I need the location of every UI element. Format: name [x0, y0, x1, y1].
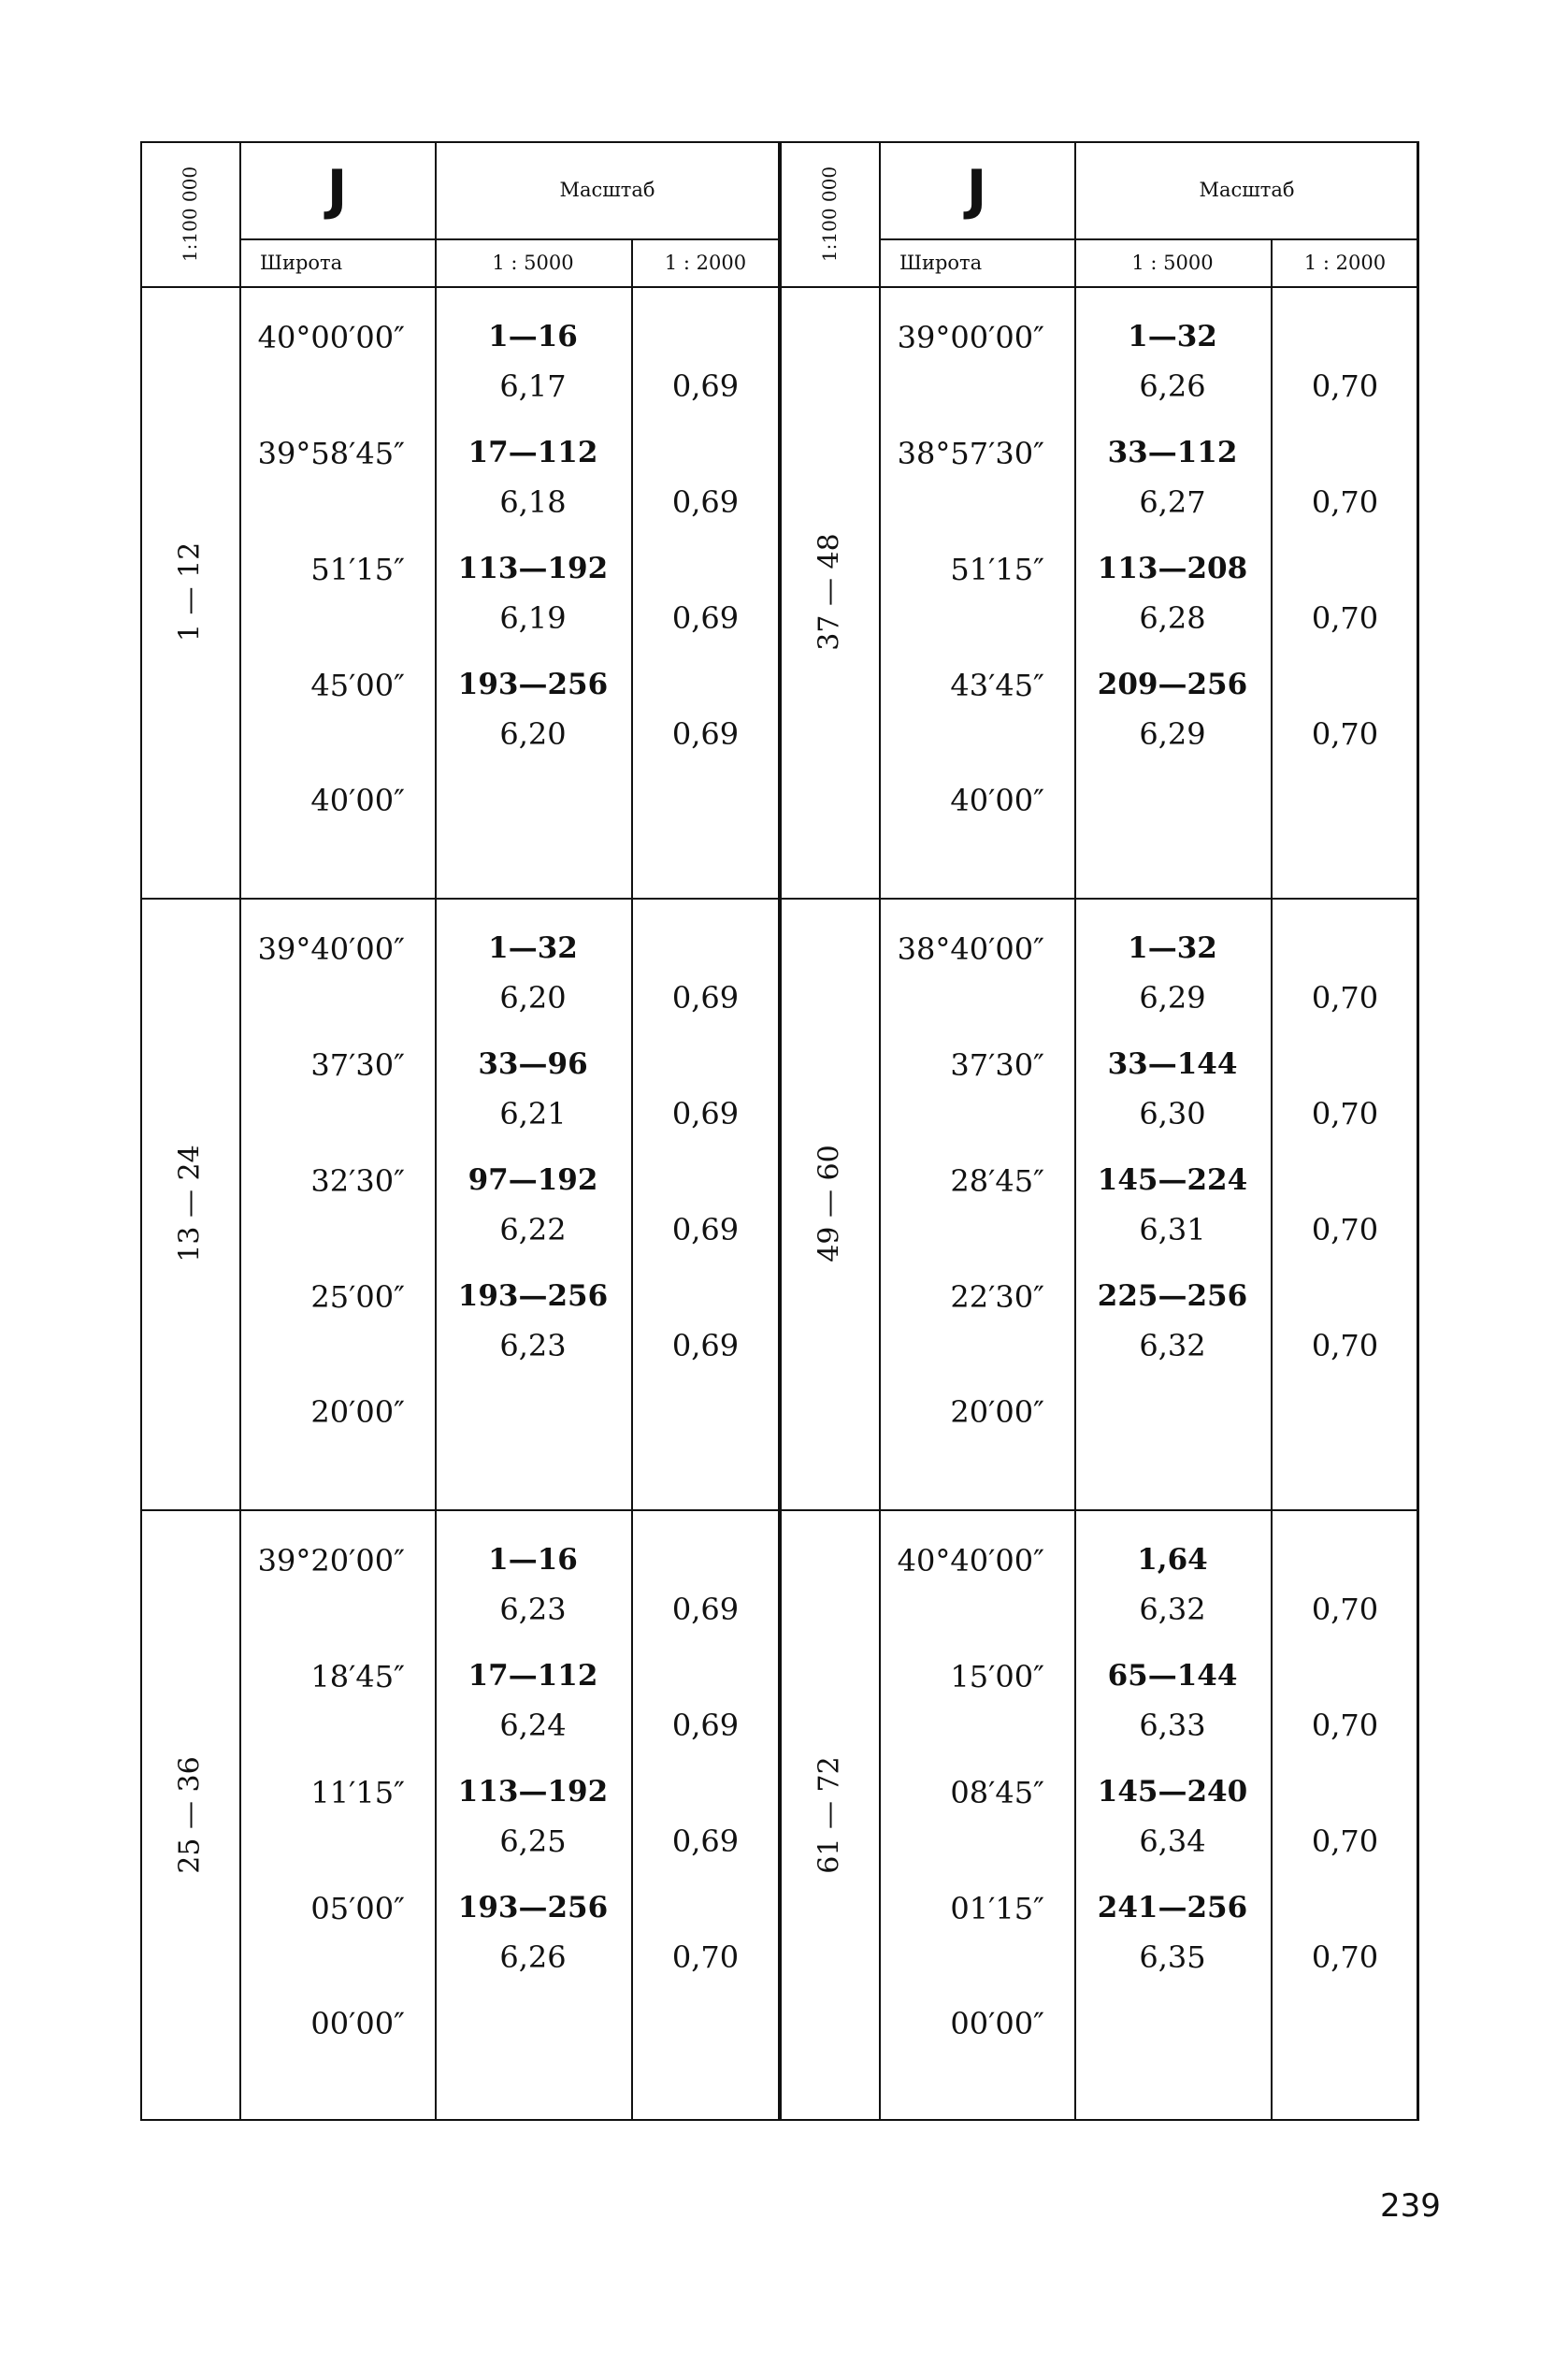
sheet-numbers: 113—208 — [1097, 552, 1248, 585]
value-5000: 6,19 — [499, 600, 567, 636]
zone-letter: J — [326, 158, 348, 222]
value-5000: 6,20 — [499, 716, 567, 752]
sheet-numbers: 193—256 — [457, 1891, 609, 1924]
value-2000: 0,69 — [671, 1708, 740, 1743]
latitude-value: 11′15″ — [310, 1775, 405, 1810]
latitude-value: 20′00″ — [310, 1394, 405, 1430]
page-number: 239 — [1380, 2187, 1441, 2225]
sheet-range — [140, 286, 239, 898]
sheet-range-label: 61 — 72 — [813, 1756, 846, 1874]
value-5000: 6,30 — [1139, 1096, 1206, 1132]
latitude-value: 00′00″ — [310, 2006, 405, 2041]
value-5000: 6,21 — [499, 1096, 567, 1132]
masshtab-header: Масштаб — [559, 179, 655, 201]
value-5000: 6,31 — [1139, 1212, 1206, 1247]
value-2000: 0,70 — [1311, 1212, 1379, 1247]
latitude-value: 25′00″ — [310, 1279, 405, 1315]
block-divider — [140, 898, 780, 900]
sheet-range-label: 1 — 12 — [173, 541, 207, 642]
value-2000: 0,69 — [671, 1212, 740, 1247]
sheet-numbers: 33—96 — [478, 1047, 588, 1081]
scale-2000-header: 1 : 2000 — [1303, 251, 1387, 274]
table-block — [780, 898, 1419, 1509]
latitude-value: 01′15″ — [950, 1891, 1044, 1926]
sheet-numbers: 1,64 — [1137, 1543, 1208, 1577]
value-2000: 0,70 — [1311, 368, 1379, 404]
value-2000: 0,70 — [671, 1939, 740, 1975]
value-2000: 0,69 — [671, 1823, 740, 1859]
sheet-range — [780, 286, 879, 898]
value-5000: 6,32 — [1139, 1592, 1206, 1627]
sheet-range — [140, 1509, 239, 2121]
latitude-value: 39°40′00″ — [257, 931, 405, 967]
sheet-range-label: 37 — 48 — [813, 533, 846, 651]
value-5000: 6,18 — [499, 484, 567, 520]
scale-header — [780, 141, 879, 286]
value-5000: 6,29 — [1139, 716, 1206, 752]
value-5000: 6,20 — [499, 980, 567, 1016]
sheet-numbers: 65—144 — [1107, 1659, 1238, 1693]
value-5000: 6,23 — [499, 1328, 567, 1363]
col-divider-range — [879, 141, 881, 2121]
scale-header-label: 1:100 000 — [818, 166, 841, 262]
value-5000: 6,26 — [499, 1939, 567, 1975]
table-left — [140, 141, 780, 2122]
latitude-value: 39°00′00″ — [897, 320, 1044, 355]
top-border — [780, 141, 1419, 143]
value-2000: 0,69 — [671, 1328, 740, 1363]
value-5000: 6,29 — [1139, 980, 1206, 1016]
sheet-numbers: 113—192 — [457, 552, 609, 585]
value-2000: 0,69 — [671, 980, 740, 1016]
header-subdivider — [879, 238, 1419, 240]
value-5000: 6,32 — [1139, 1328, 1206, 1363]
sheet-numbers: 145—224 — [1097, 1163, 1248, 1197]
value-2000: 0,69 — [671, 484, 740, 520]
latitude-value: 18′45″ — [310, 1659, 405, 1694]
top-border — [140, 141, 780, 143]
value-2000: 0,70 — [1311, 484, 1379, 520]
sheet-range — [780, 1509, 879, 2121]
value-2000: 0,70 — [1311, 980, 1379, 1016]
col-divider-range — [239, 141, 241, 2121]
sheet-numbers: 17—112 — [468, 1659, 598, 1693]
value-2000: 0,70 — [1311, 600, 1379, 636]
latitude-value: 05′00″ — [310, 1891, 405, 1926]
table-block — [140, 286, 780, 898]
table-block — [140, 898, 780, 1509]
sheet-numbers: 33—112 — [1107, 436, 1238, 469]
value-5000: 6,34 — [1139, 1823, 1206, 1859]
value-5000: 6,27 — [1139, 484, 1206, 520]
sheet-numbers: 1—32 — [1128, 931, 1217, 965]
latitude-value: 38°57′30″ — [897, 436, 1044, 471]
sheet-numbers: 33—144 — [1107, 1047, 1238, 1081]
header-subdivider — [239, 238, 780, 240]
latitude-value: 45′00″ — [310, 668, 405, 703]
latitude-value: 39°58′45″ — [257, 436, 405, 471]
sheet-numbers: 1—32 — [1128, 320, 1217, 353]
block-divider — [780, 898, 1419, 900]
scale-2000-header: 1 : 2000 — [664, 251, 747, 274]
sheet-numbers: 1—16 — [488, 1543, 578, 1577]
sheet-numbers: 241—256 — [1097, 1891, 1248, 1924]
value-2000: 0,69 — [671, 368, 740, 404]
table-block — [780, 286, 1419, 898]
latitude-value: 37′30″ — [310, 1047, 405, 1083]
header-bottom — [780, 286, 1419, 288]
table-block — [780, 1509, 1419, 2121]
sheet-numbers: 17—112 — [468, 436, 598, 469]
latitude-value: 22′30″ — [950, 1279, 1044, 1315]
value-2000: 0,70 — [1311, 716, 1379, 752]
latitude-value: 32′30″ — [310, 1163, 405, 1199]
value-5000: 6,23 — [499, 1592, 567, 1627]
sheet-numbers: 145—240 — [1097, 1775, 1248, 1809]
header-bottom — [140, 286, 780, 288]
value-2000: 0,70 — [1311, 1096, 1379, 1132]
latitude-value: 37′30″ — [950, 1047, 1044, 1083]
value-5000: 6,33 — [1139, 1708, 1206, 1743]
zone-letter: J — [966, 158, 987, 222]
sheet-numbers: 1—16 — [488, 320, 578, 353]
latitude-value: 39°20′00″ — [257, 1543, 405, 1578]
sheet-numbers: 1—32 — [488, 931, 578, 965]
latitude-header: Широта — [899, 251, 983, 274]
latitude-value: 08′45″ — [950, 1775, 1044, 1810]
sheet-numbers: 97—192 — [468, 1163, 598, 1197]
sheet-range-label: 49 — 60 — [813, 1145, 846, 1262]
block-divider — [140, 1509, 780, 1511]
value-2000: 0,70 — [1311, 1592, 1379, 1627]
sheet-numbers: 225—256 — [1097, 1279, 1248, 1313]
col-divider-latitude — [1074, 141, 1076, 2121]
col-divider-scale — [631, 238, 633, 2121]
value-2000: 0,70 — [1311, 1708, 1379, 1743]
scale-5000-header: 1 : 5000 — [492, 251, 574, 274]
sheet-range — [780, 898, 879, 1509]
value-5000: 6,22 — [499, 1212, 567, 1247]
latitude-value: 28′45″ — [950, 1163, 1044, 1199]
masshtab-header: Масштаб — [1199, 179, 1295, 201]
value-5000: 6,17 — [499, 368, 567, 404]
latitude-header: Широта — [260, 251, 343, 274]
table-block — [140, 1509, 780, 2121]
sheet-numbers: 193—256 — [457, 668, 609, 701]
sheet-numbers: 193—256 — [457, 1279, 609, 1313]
value-2000: 0,69 — [671, 716, 740, 752]
latitude-value: 40′00″ — [950, 783, 1044, 818]
latitude-value: 15′00″ — [950, 1659, 1044, 1694]
latitude-value: 20′00″ — [950, 1394, 1044, 1430]
outer-border-right — [1417, 141, 1419, 2121]
latitude-value: 40°40′00″ — [897, 1543, 1044, 1578]
sheet-range — [140, 898, 239, 1509]
sheet-range-label: 25 — 36 — [173, 1756, 207, 1874]
scale-header — [140, 141, 239, 286]
value-5000: 6,28 — [1139, 600, 1206, 636]
latitude-value: 38°40′00″ — [897, 931, 1044, 967]
scale-header-label: 1:100 000 — [179, 166, 201, 262]
value-2000: 0,69 — [671, 1096, 740, 1132]
col-divider-latitude — [435, 141, 437, 2121]
value-5000: 6,35 — [1139, 1939, 1206, 1975]
scale-5000-header: 1 : 5000 — [1131, 251, 1214, 274]
outer-border-left — [140, 141, 142, 2121]
value-2000: 0,70 — [1311, 1328, 1379, 1363]
sheet-numbers: 113—192 — [457, 1775, 609, 1809]
col-divider-scale — [1271, 238, 1273, 2121]
value-2000: 0,70 — [1311, 1823, 1379, 1859]
sheet-range-label: 13 — 24 — [173, 1145, 207, 1262]
value-5000: 6,24 — [499, 1708, 567, 1743]
latitude-value: 40°00′00″ — [257, 320, 405, 355]
value-2000: 0,69 — [671, 600, 740, 636]
value-5000: 6,25 — [499, 1823, 567, 1859]
latitude-value: 00′00″ — [950, 2006, 1044, 2041]
latitude-value: 43′45″ — [950, 668, 1044, 703]
latitude-value: 51′15″ — [950, 552, 1044, 587]
block-divider — [780, 1509, 1419, 1511]
latitude-value: 51′15″ — [310, 552, 405, 587]
bottom-border — [780, 2119, 1419, 2121]
latitude-value: 40′00″ — [310, 783, 405, 818]
value-2000: 0,70 — [1311, 1939, 1379, 1975]
value-2000: 0,69 — [671, 1592, 740, 1627]
sheet-numbers: 209—256 — [1097, 668, 1248, 701]
table-right — [780, 141, 1419, 2122]
value-5000: 6,26 — [1139, 368, 1206, 404]
bottom-border — [140, 2119, 780, 2121]
